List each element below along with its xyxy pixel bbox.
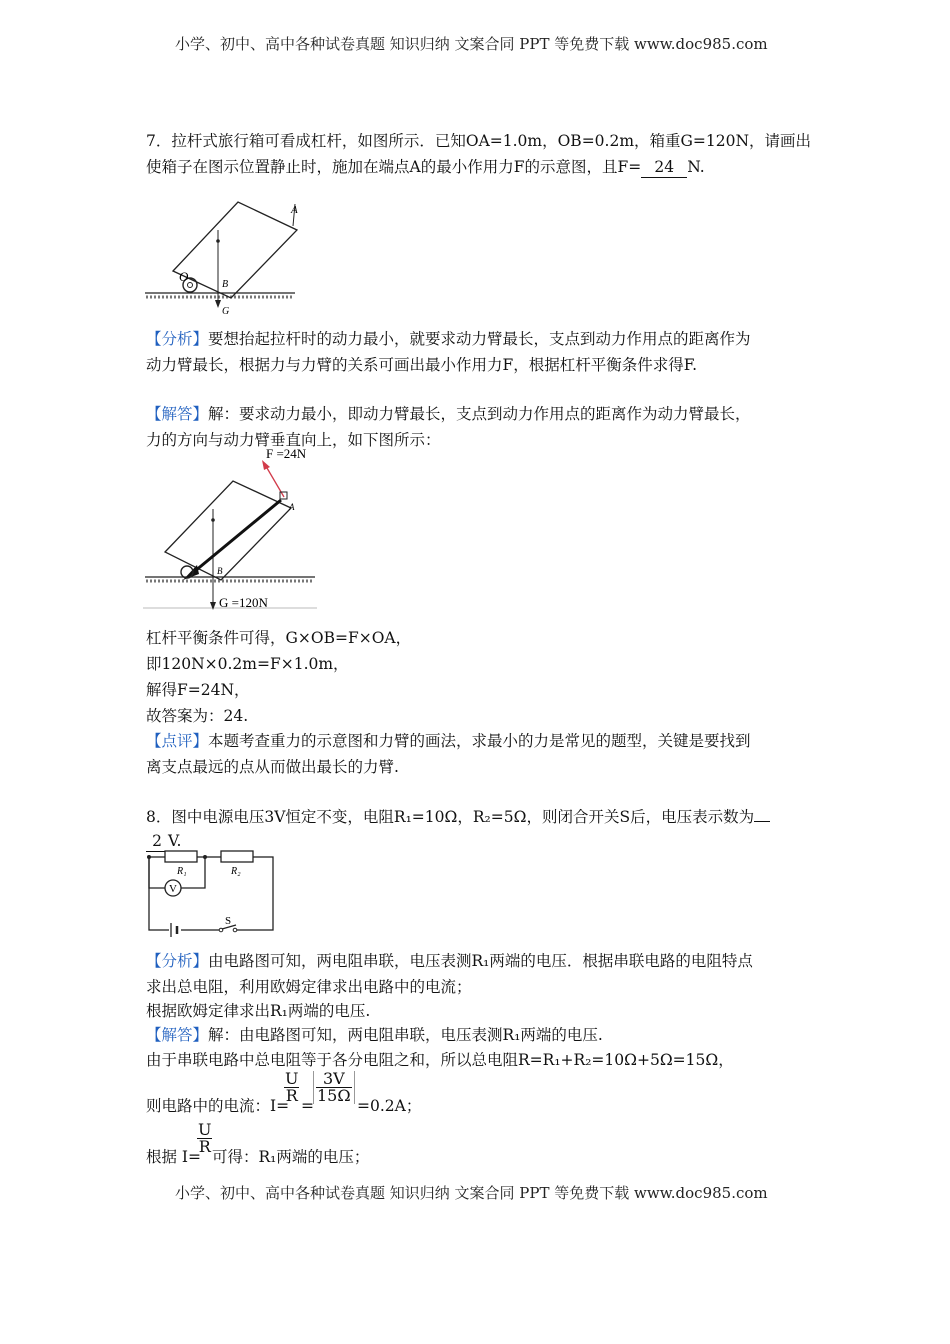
- q7-line1: 7．拉杆式旅行箱可看成杠杆，如图所示．已知OA=1.0m，OB=0.2m，箱重G=120N，请画出: [146, 132, 812, 150]
- fig1-label-a: A: [291, 204, 298, 216]
- circuit-label-s: S: [225, 915, 232, 927]
- gravity-arrowhead: [210, 602, 216, 610]
- frac2-denominator-r: R: [198, 1137, 211, 1156]
- fig1-label-b: B: [222, 279, 229, 290]
- resistor-r2: [221, 851, 253, 862]
- analysis-tag: 【分析】: [146, 952, 209, 970]
- frac-numerator-u: U: [285, 1069, 299, 1088]
- q8-blank-tail: [754, 821, 770, 822]
- frac-denominator-15ohm: 15Ω: [317, 1086, 351, 1105]
- q8-analysis-line1: [146, 951, 753, 971]
- q7-comment-line2: 离支点最远的点从而做出最长的力臂.: [146, 758, 399, 776]
- q7-line2: [146, 157, 705, 178]
- fraction-3v-over-15: [313, 1071, 355, 1104]
- center-of-gravity: [211, 518, 215, 522]
- q7-answer-blank: 24: [641, 157, 687, 178]
- q8-analysis-text1: 由电路图可知，两电阻串联，电压表测R₁两端的电压．根据串联电路的电阻特点: [208, 952, 753, 970]
- q7-calc-2: 即120N×0.2m=F×1.0m，: [146, 655, 349, 673]
- q8-solution-line2: 由于串联电路中总电阻等于各分电阻之和，所以总电阻R=R₁+R₂=10Ω+5Ω=15Ω，: [146, 1051, 734, 1069]
- q8-ohm-suffix: 可得：R₁两端的电压；: [212, 1148, 370, 1166]
- frac-denominator-r: R: [285, 1086, 298, 1105]
- voltmeter-wire-left: [149, 857, 165, 888]
- voltmeter-label: V: [169, 883, 177, 895]
- q8-current-prefix: 则电路中的电流：I=: [146, 1097, 290, 1115]
- q8-current-result: =0.2A；: [357, 1097, 422, 1115]
- circuit-label-r2: R₂: [231, 866, 241, 877]
- force-arm-line: [189, 500, 281, 576]
- q7-solution-line1: [146, 404, 751, 424]
- frac2-numerator-u: U: [198, 1120, 212, 1139]
- q8-answer-blank: 2: [146, 831, 168, 852]
- fig2-label-b: B: [217, 566, 223, 576]
- fig1-label-o: O: [179, 269, 189, 284]
- q8-solution-line1: [146, 1025, 603, 1045]
- q8-circuit-figure: [143, 846, 275, 938]
- q7-analysis-text1: 要想抬起拉杆时的动力最小，就要求动力臂最长，支点到动力作用点的距离作为: [208, 330, 751, 348]
- page-footer: 小学、初中、高中各种试卷真题 知识归纳 文案合同 PPT 等免费下载 www.doc985.com: [175, 1184, 768, 1202]
- fraction-u-over-r: [284, 1071, 299, 1104]
- q7-calc-4: 故答案为：24.: [146, 707, 249, 725]
- q7-calc-3: 解得F=24N，: [146, 681, 250, 699]
- q8-line1: [146, 807, 770, 827]
- q7-comment-line1: [146, 731, 751, 751]
- luggage-box: [165, 481, 291, 580]
- fig2-label-g: G =120N: [219, 595, 268, 610]
- force-f-arrow: [267, 468, 284, 497]
- q7-solution-text1: 解：要求动力最小，即动力臂最长，支点到动力作用点的距离作为动力臂最长，: [208, 405, 751, 423]
- q7-comment-text1: 本题考查重力的示意图和力臂的画法，求最小的力是常见的题型，关键是要找到: [208, 732, 751, 750]
- gravity-arrowhead: [215, 300, 221, 308]
- q7-analysis-line2: 动力臂最长，根据力与力臂的关系可画出最小作用力F，根据杠杆平衡条件求得F.: [146, 356, 698, 374]
- q7-figure-force: [143, 446, 321, 612]
- q7-line2-pre: 使箱子在图示位置静止时，施加在端点A的最小作用力F的示意图，且F=: [146, 158, 642, 176]
- page-header: 小学、初中、高中各种试卷真题 知识归纳 文案合同 PPT 等免费下载 www.doc985.com: [175, 35, 768, 53]
- q8-ohm-prefix: 根据 I=: [146, 1148, 202, 1166]
- fig1-label-g: G: [222, 306, 230, 317]
- q7-figure-luggage: [143, 196, 303, 321]
- solution-tag: 【解答】: [146, 405, 209, 423]
- force-f-arrowhead: [262, 460, 270, 470]
- analysis-tag: 【分析】: [146, 330, 209, 348]
- q7-calc-1: 杠杆平衡条件可得，G×OB=F×OA，: [146, 629, 412, 647]
- circuit-label-r1: R₁: [177, 866, 187, 877]
- q8-line1-text: 8．图中电源电压3V恒定不变，电阻R₁=10Ω，R₂=5Ω，则闭合开关S后，电压表示数为: [146, 808, 755, 826]
- q7-solution-line2: 力的方向与动力臂垂直向上，如下图所示：: [146, 431, 441, 449]
- center-of-gravity: [216, 239, 220, 243]
- solution-tag: 【解答】: [146, 1026, 209, 1044]
- fig2-label-f: F =24N: [266, 446, 307, 461]
- q8-analysis-line3: 根据欧姆定律求出R₁两端的电压.: [146, 1002, 371, 1020]
- comment-tag: 【点评】: [146, 732, 209, 750]
- q7-analysis-line1: [146, 329, 751, 349]
- fig2-label-a: A: [289, 502, 295, 512]
- fraction-u-over-r-2: [197, 1122, 212, 1155]
- q7-line2-post: N.: [687, 158, 705, 176]
- q8-solution-text1: 解：由电路图可知，两电阻串联，电压表测R₁两端的电压.: [208, 1026, 603, 1044]
- frac-numerator-3v: 3V: [316, 1071, 352, 1088]
- q8-analysis-line2: 求出总电阻，利用欧姆定律求出电路中的电流；: [146, 978, 472, 996]
- resistor-r1: [165, 851, 197, 862]
- equals-sign: =: [301, 1097, 314, 1115]
- q8-line2-post: V.: [168, 832, 182, 850]
